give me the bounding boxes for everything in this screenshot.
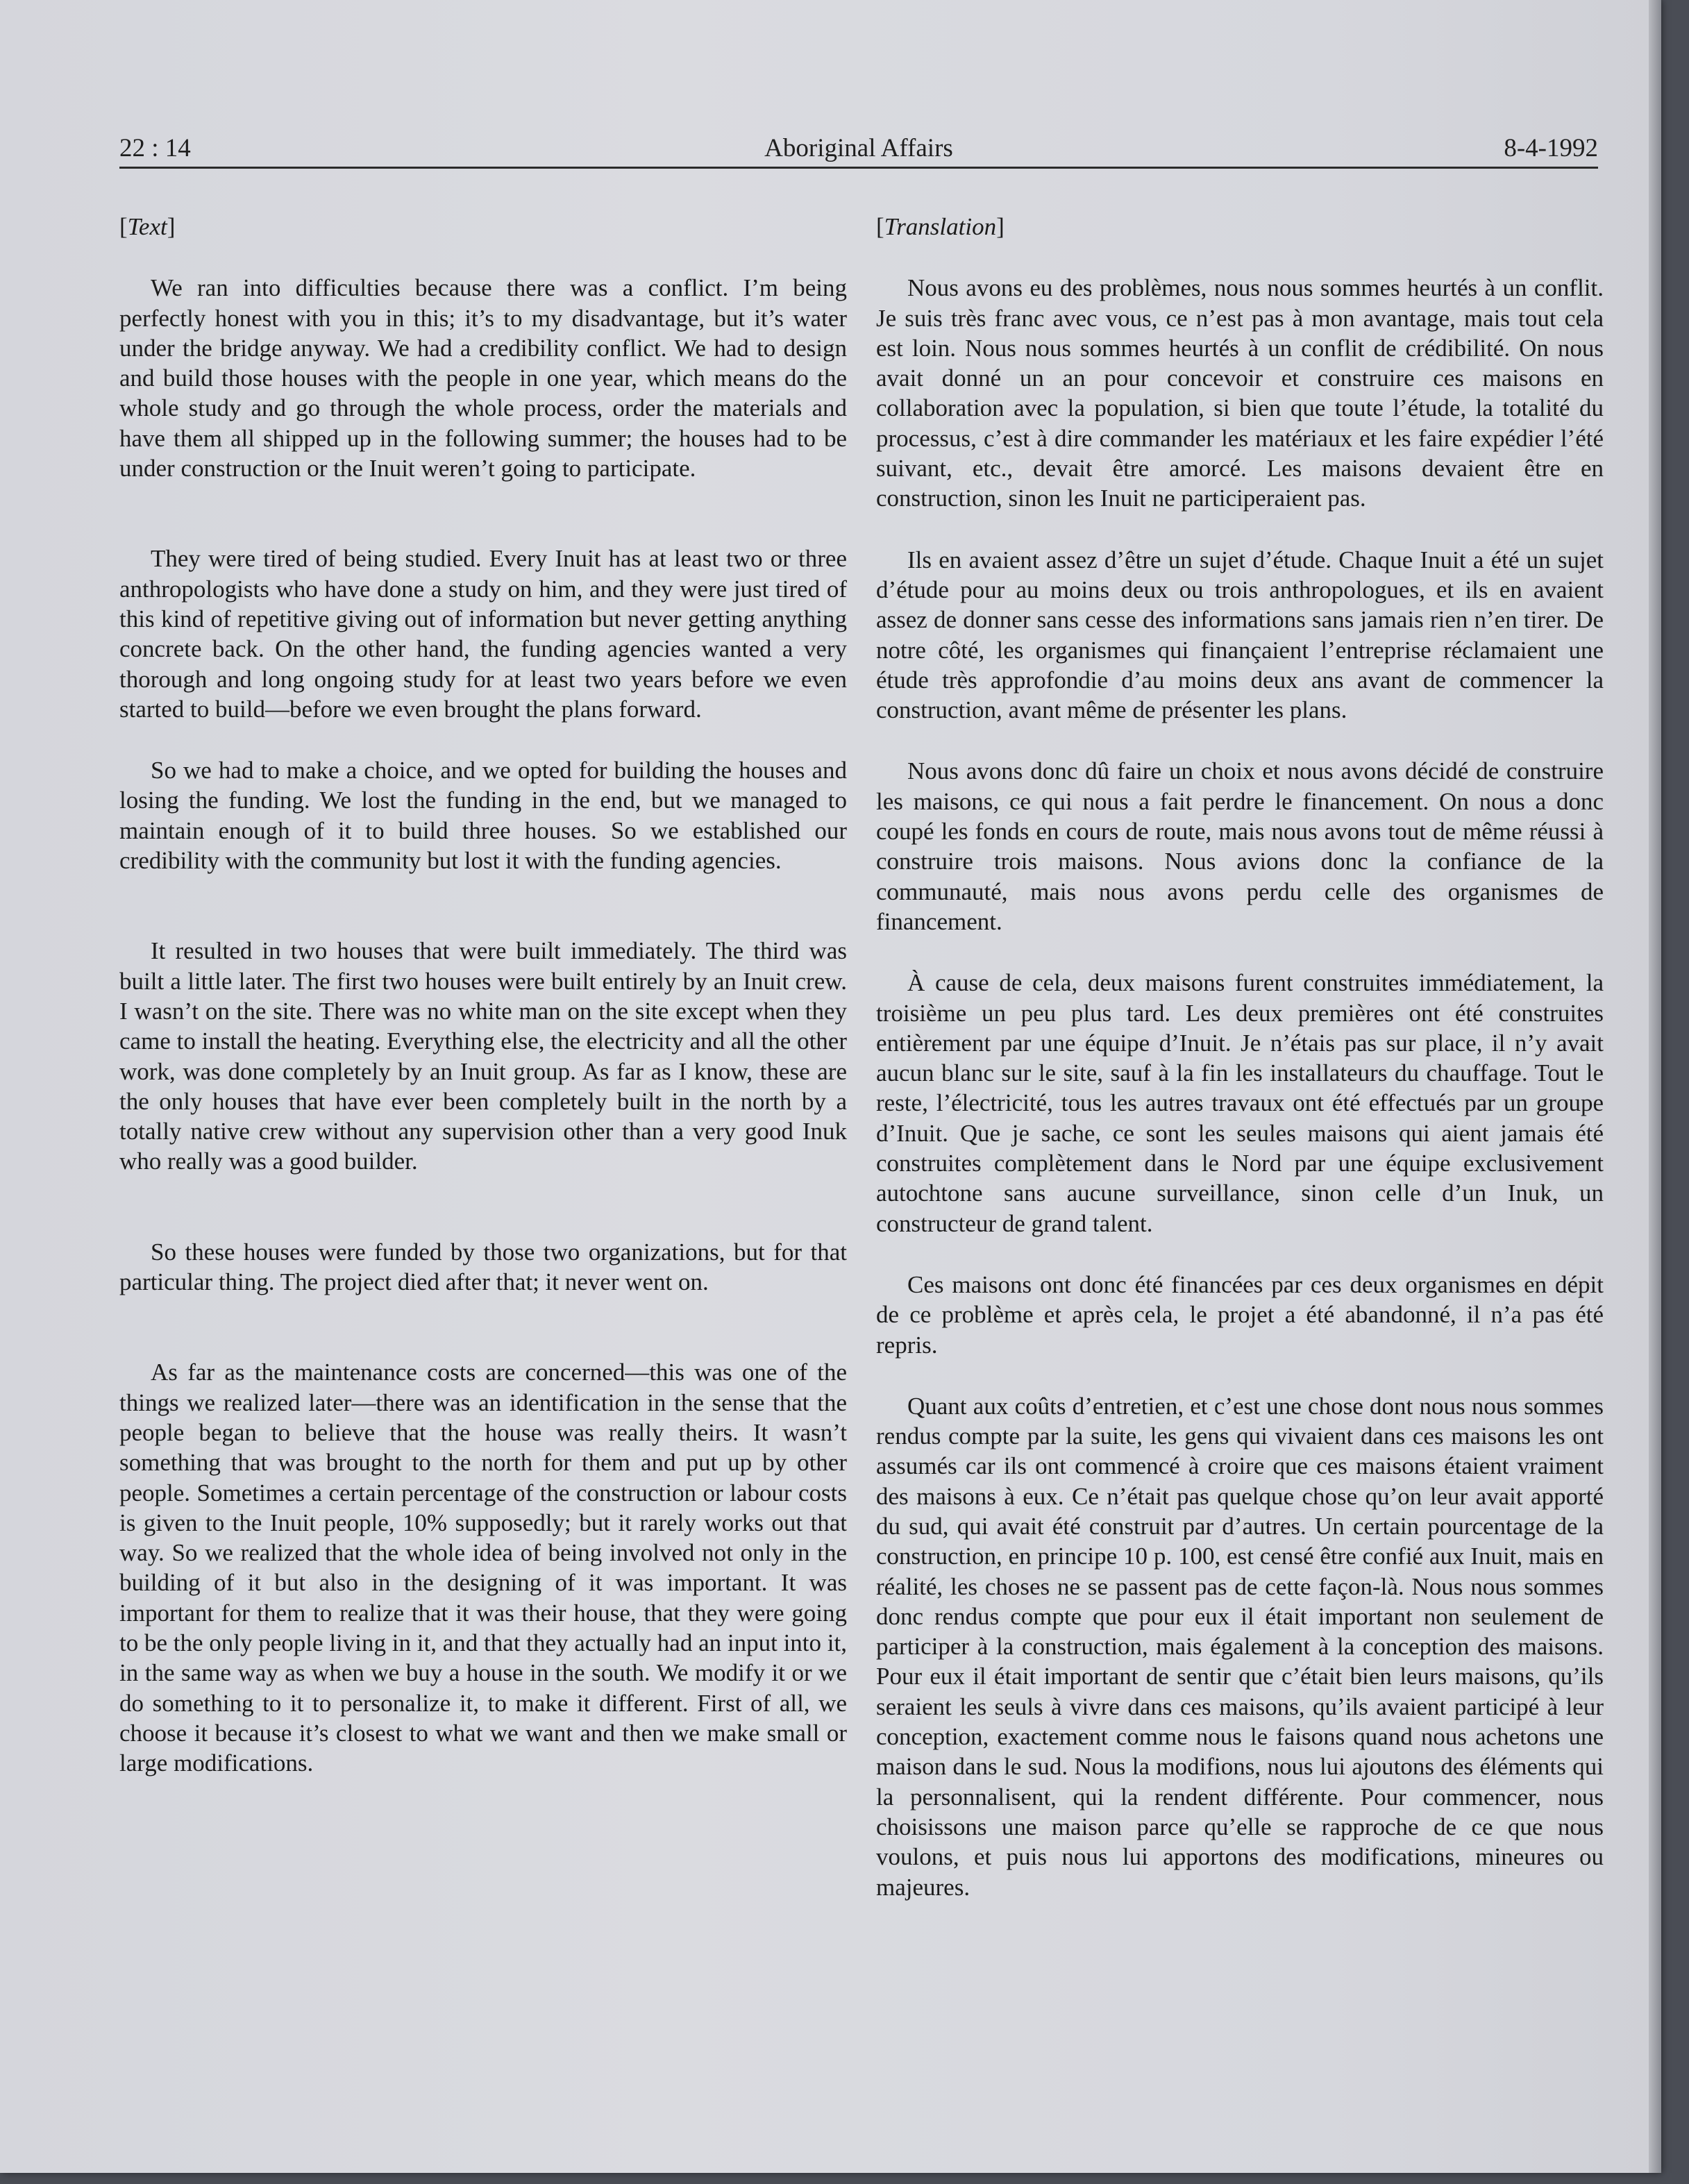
page-edge xyxy=(1649,0,1661,2173)
paragraph: As far as the maintenance costs are concerned—this was one of the things we realized later—there was an identification in the sense that the people began to believe that the house was really theirs. It wasn’t something that was brought to the north for them and put up by other people. Sometimes a certain percentage of the construction or labour costs is given to the Inuit people, 10% supposedly; but it rarely works out that way. So we realized that the whole idea of being involved not only in the building of it but also in the designing of it was important. It was important for them to realize that it was their house, that they were going to be the only people living in it, and that they actually had an input into it, in the same way as when we buy a house in the south. We modify it or we do something to it to personalize it, to make it different. First of all, we choose it because it’s closest to what we want and then we make small or large modifications. xyxy=(119,1359,847,1777)
paragraph: Nous avons donc dû faire un choix et nous avons décidé de construire les maisons, ce qui nous a fait perdre le financement. On nous a donc coupé les fonds en cours de route, mais nous avons tout de même réussi à construire trois maisons. Nous avions donc la confiance de la communauté, mais nous avons perdu celle des organismes de financement. xyxy=(876,757,1604,935)
paragraph: So we had to make a choice, and we opted for building the houses and losing the funding. We lost the funding in the end, but we managed to maintain enough of it to build three houses. So we established our credibility with the community but lost it with the funding agencies. xyxy=(119,757,847,875)
paragraph: Ces maisons ont donc été financées par ces deux organismes en dépit de ce problème et après cela, le projet a été abandonné, il n’a pas été repris. xyxy=(876,1270,1604,1359)
translation-marker: [Translation] xyxy=(876,213,1005,240)
paragraph: Ils en avaient assez d’être un sujet d’étude. Chaque Inuit a été un sujet d’étude pour au moins deux ou trois anthropologues, et ils en avaient assez de donner sans cesse des informations sans jamais rien n’en tirer. De notre côté, les organismes qui finançaient l’entreprise réclamaient une étude très approfondie d’au moins deux ans avant de commencer la construction, avant même de présenter les plans. xyxy=(876,546,1604,724)
paragraph: It resulted in two houses that were built immediately. The third was built a little later. The first two houses were built entirely by an Inuit crew. I wasn’t on the site. There was no white man on the site except when they came to install the heating. Everything else, the electricity and all the other work, was done completely by an Inuit group. As far as I know, these are the only houses that have ever been completely built in the north by a totally native crew without any supervision other than a very good Inuk who really was a good builder. xyxy=(119,937,847,1175)
page-number: 22 : 14 xyxy=(119,134,191,162)
paragraph: We ran into difficulties because there was a conflict. I’m being perfectly honest with you in this; it’s to my disadvantage, but it’s water under the bridge anyway. We had a credibility conflict. We had to design and build those houses with the people in one year, which means do the whole study and go through the whole process, order the materials and have them all shipped up in the following summer; the houses had to be under construction or the Inuit weren’t going to participate. xyxy=(119,274,847,482)
header-date: 8-4-1992 xyxy=(1504,134,1598,162)
paragraph: À cause de cela, deux maisons furent construites immédiatement, la troisième un peu plus tard. Les deux premières ont été construites entièrement par une équipe d’Inuit. Je n’étais pas sur place, il n’y avait aucun blanc sur le site, sauf à la fin les installateurs du chauffage. Tout le reste, l’électricité, tous les autres travaux ont été effectués par un groupe d’Inuit. Que je sache, ce sont les seules maisons qui aient jamais été construites complètement dans le Nord par une équipe exclusivement autochtone sans aucune surveillance, sinon celle d’un Inuk, un constructeur de grand talent. xyxy=(876,969,1604,1237)
french-column xyxy=(876,212,1604,1902)
header-title: Aboriginal Affairs xyxy=(764,134,953,162)
paragraph: They were tired of being studied. Every Inuit has at least two or three anthropologists who have done a study on him, and they were just tired of this kind of repetitive giving out of information but never getting anything concrete back. On the other hand, the funding agencies wanted a very thorough and long ongoing study for at least two years before we even started to build—before we even brought the plans forward. xyxy=(119,545,847,723)
text-marker: [Text] xyxy=(119,213,176,240)
english-column xyxy=(119,212,847,1778)
paragraph: So these houses were funded by those two organizations, but for that particular thing. The project died after that; it never went on. xyxy=(119,1238,847,1296)
running-header xyxy=(119,131,1598,169)
paragraph: Quant aux coûts d’entretien, et c’est une chose dont nous nous sommes rendus compte par la suite, les gens qui vivaient dans ces maisons les ont assumés car ils ont commencé à croire que ces maisons étaient vraiment des maisons à eux. Ce n’était pas quelque chose qu’on leur avait apporté du sud, qui avait été construit par d’autres. Un certain pourcentage de la construction, en principe 10 p. 100, est censé être confié aux Inuit, mais en réalité, les choses ne se passent pas de cette façon-là. Nous nous sommes donc rendus compte que pour eux il était important non seulement de participer à la construction, mais également à la conception des maisons. Pour eux il était important de sentir que c’était bien leurs maisons, qu’ils seraient les seuls à vivre dans ces maisons, qu’ils avaient participé à leur conception, exactement comme nous le faisons quand nous achetons une maison dans le sud. Nous la modifions, nous lui ajoutons des éléments qui la personnalisent, qui la rendent différente. Pour commencer, nous choisissons une maison parce qu’elle se rapproche de ce que nous voulons, et puis nous lui apportons des modifications, mineures ou majeures. xyxy=(876,1392,1604,1901)
paragraph: Nous avons eu des problèmes, nous nous sommes heurtés à un conflit. Je suis très franc avec vous, ce n’est pas à mon avantage, mais tout cela est loin. Nous nous sommes heurtés à un conflit de crédibilité. On nous avait donné un an pour concevoir et construire ces maisons en collaboration avec la population, si bien que toute l’étude, la totalité du processus, c’est à dire commander les matériaux et les faire expédier l’été suivant, etc., devait être amorcé. Les maisons devaient être en construction, sinon les Inuit ne participeraient pas. xyxy=(876,274,1604,512)
